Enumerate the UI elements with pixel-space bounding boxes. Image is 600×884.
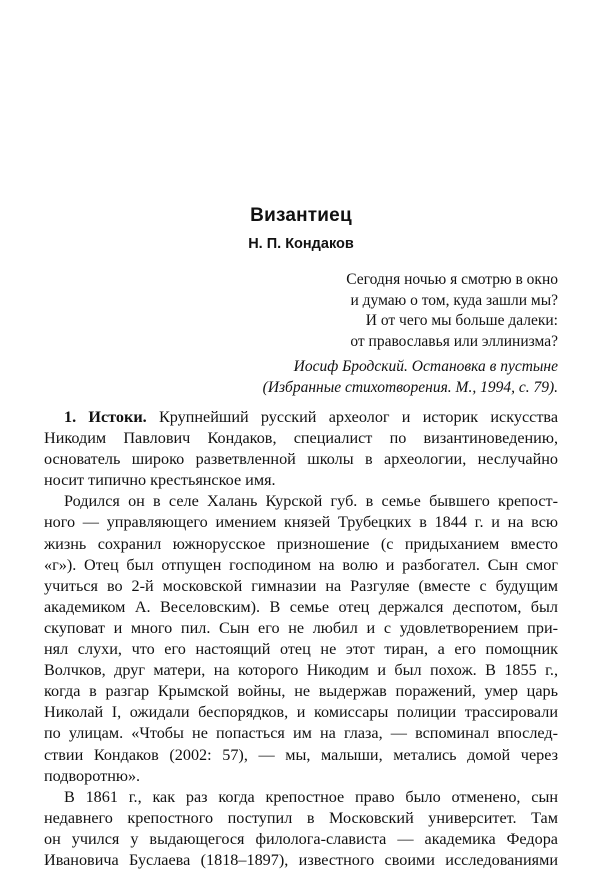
text-line: ствии Кондаков (2002: 57), — мы, малыши, метались домой через bbox=[44, 745, 558, 764]
epigraph-line: от православья или эллинизма? bbox=[350, 332, 558, 350]
text-line: В 1861 г., как раз когда крепостное право было отменено, сын bbox=[64, 787, 558, 806]
text-line: жизнь сохранил южнорусское призношение (с придыханием вместо bbox=[44, 534, 558, 553]
text-line: носит типично крестьянское имя. bbox=[44, 471, 276, 490]
epigraph-source: Иосиф Бродский. Остановка в пустыне bbox=[293, 358, 558, 375]
text-line: Никодим Павлович Кондаков, специалист по византиноведению, bbox=[44, 429, 558, 448]
text-line: 1. Истоки. Крупнейший русский археолог и историк искусства bbox=[64, 408, 559, 426]
text-line: ного — управляющего имением князей Трубецких в 1844 г. и на всю bbox=[44, 513, 558, 532]
paragraph-1 bbox=[44, 407, 558, 491]
text-line: он учился у выдающегося филолога-слависта — академика Федора bbox=[44, 829, 558, 848]
epigraph bbox=[263, 270, 558, 398]
text-line: недавнего крепостного поступил в Московский университет. Там bbox=[44, 808, 558, 827]
article-title: Византиец bbox=[250, 205, 352, 226]
text-line: академиком А. Веселовским). В семье отец держался деспотом, был bbox=[44, 597, 558, 616]
book-page bbox=[44, 0, 558, 884]
text-line: подворотню». bbox=[44, 766, 141, 785]
section-heading: 1. Истоки. bbox=[64, 408, 147, 426]
paragraph-3 bbox=[44, 787, 558, 871]
text-line: Родился он в селе Халань Курской губ. в семье бывшего крепост- bbox=[64, 492, 558, 511]
text-line: «г»). Отец был отпущен господином на волю и разбогател. Сын смог bbox=[44, 555, 558, 574]
text-line: Николай I, ожидали беспорядков, и комиссары полиции трассировали bbox=[44, 703, 558, 722]
text-line: скуповат и много пил. Сын его не любил и с удовлетворением при- bbox=[44, 618, 558, 637]
text-line: по улицам. «Чтобы не попасться им на глаза, — вспоминал впослед- bbox=[44, 724, 558, 743]
text-line: Волчков, друг матери, на которого Никодим и был похож. В 1855 г., bbox=[44, 661, 558, 680]
epigraph-source-citation: (Избранные стихотворения. М., 1994, с. 79). bbox=[262, 378, 558, 396]
epigraph-line: и думаю о том, куда зашли мы? bbox=[350, 291, 558, 309]
text-line: когда в разгар Крымской войны, не выдержав поражений, умер царь bbox=[44, 682, 558, 701]
epigraph-line: Сегодня ночью я смотрю в окно bbox=[346, 271, 558, 288]
paragraph-2 bbox=[44, 491, 558, 786]
epigraph-line: И от чего мы больше далеки: bbox=[365, 312, 558, 329]
text-line: нял слухи, что его настоящий отец не этот тиран, а его помощник bbox=[44, 640, 558, 659]
body-text bbox=[44, 407, 558, 871]
text-line: учиться во 2-й московской гимназии на Разгуляе (вместе с будущим bbox=[44, 576, 558, 595]
text-line: Ивановича Буслаева (1818–1897), известного своими исследованиями bbox=[44, 850, 558, 869]
article-author: Н. П. Кондаков bbox=[248, 236, 354, 252]
text-line: основатель широко разветвленной школы в археологии, неслучайно bbox=[44, 450, 558, 469]
